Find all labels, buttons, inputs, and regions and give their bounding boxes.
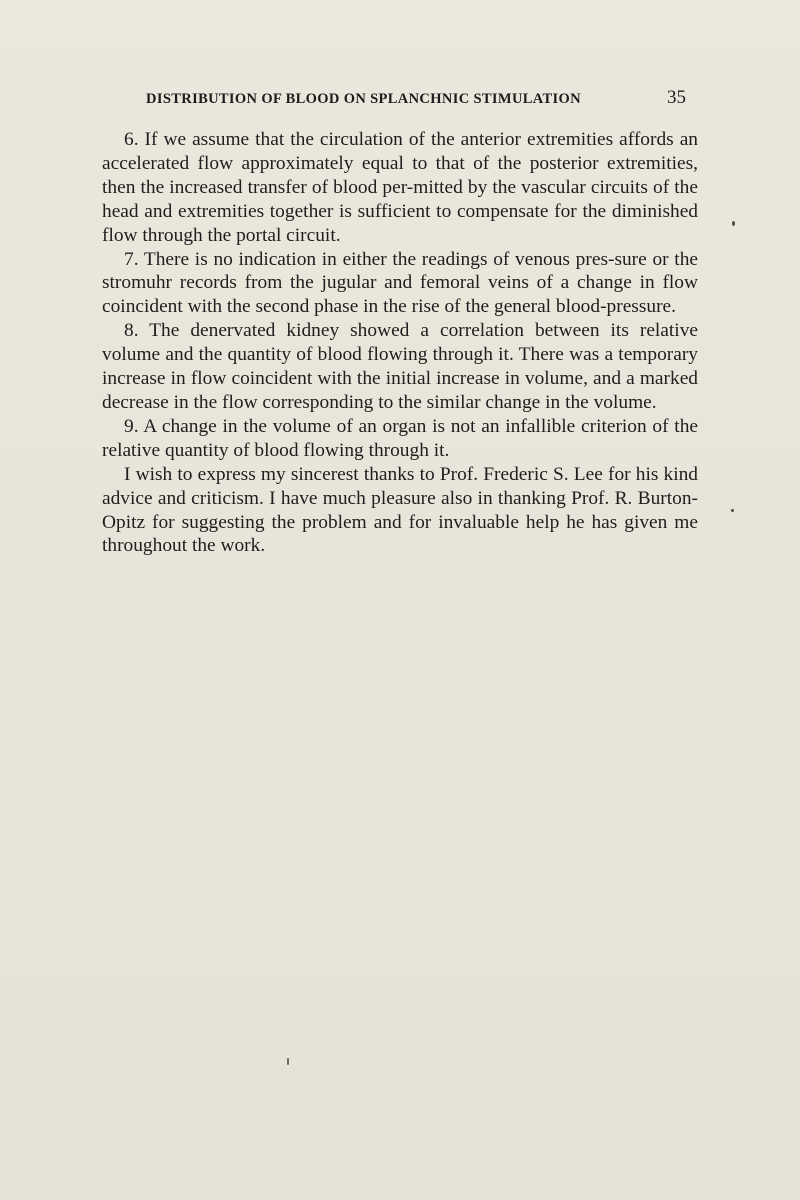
paragraph-point-7: 7. There is no indication in either the readings of venous pres-sure or the stromuhr records from the jugular and femoral veins of a change in flow coincident with the second phase in the rise of the general blood-pressure. <box>102 248 698 318</box>
scan-speck <box>731 509 734 512</box>
page-number: 35 <box>667 87 686 108</box>
paragraph-point-8: 8. The denervated kidney showed a correlation between its relative volume and the quantity of blood flowing through it. There was a temporary increase in flow coincident with the initial increase in volume, and a marked decrease in the flow corresponding to the similar change in the volume. <box>102 320 698 413</box>
running-head <box>146 87 686 109</box>
running-title: DISTRIBUTION OF BLOOD ON SPLANCHNIC STIMULATION <box>146 91 582 107</box>
scan-speck <box>732 221 735 226</box>
paragraph-point-9: 9. A change in the volume of an organ is not an infallible criterion of the relative quantity of blood flowing through it. <box>102 415 698 461</box>
paragraph-acknowledgements: I wish to express my sincerest thanks to Prof. Frederic S. Lee for his kind advice and criticism. I have much pleasure also in thanking Prof. R. Burton-Opitz for suggesting the problem and for invaluable help he has given me throughout the work. <box>102 463 698 557</box>
scan-speck <box>287 1058 289 1065</box>
body-text <box>102 128 698 558</box>
paragraph-point-6: 6. If we assume that the circulation of the anterior extremities affords an accelerated flow approximately equal to that of the posterior extremities, then the increased transfer of blood per-mitted by the vascular circuits of the head and extremities together is sufficient to compensate for the diminished flow through the portal circuit. <box>102 129 698 246</box>
